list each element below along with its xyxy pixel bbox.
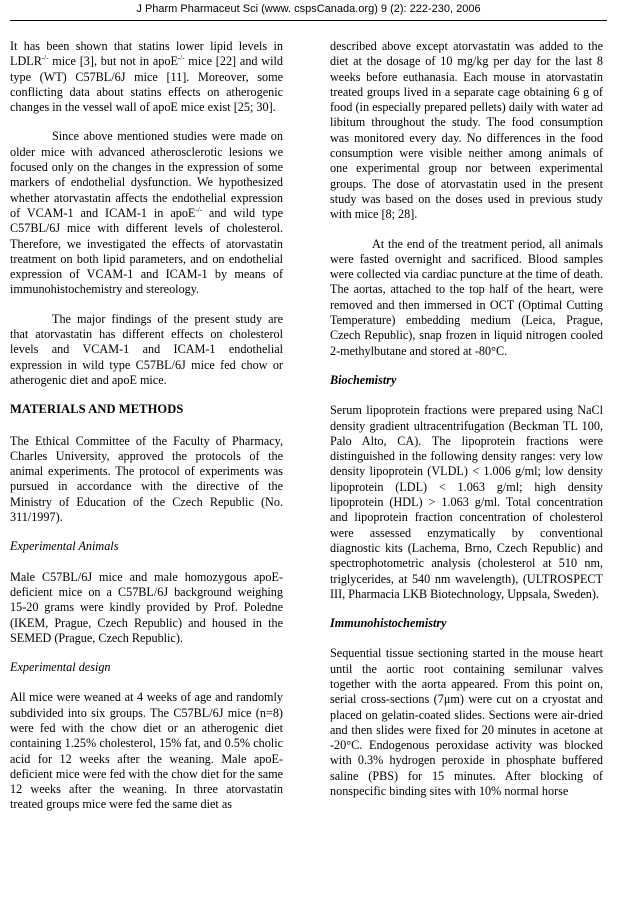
subsection-heading-design: Experimental design [10,660,111,675]
paragraph-biochemistry: Serum lipoprotein fractions were prepared using NaCl density gradient ultracentrifugation (Beckman TL 100, Palo Alto, CA). The lipoprotein fractions were distinguished in the following density ranges: very low density lipoprotein (VLDL) < 1.006 g/ml; low density lipoprotein (LDL) < 1.063 g/ml; high density lipoprotein (HDL) > 1.063 g/ml. Total concentration and lipoprotein fraction concentration of cholesterol were assessed enzymatically by conventional diagnostic kits (Lachema, Brno, Czech Republic) and spectrophotometric analysis (cholesterol at 510 nm, triglycerides, at 540 nm wavelength), (ULTROSPECT III, Pharmacia LKB Biotechnology, Uppsala, Sweden). [330,403,603,601]
subsection-heading-biochemistry: Biochemistry [330,372,397,387]
paragraph-hypothesis: Since above mentioned studies were made on older mice with advanced atherosclerotic lesions we focused only on the changes in the expression of some markers of endothelial dysfunction. We hypothesized whether atorvastatin affects the endothelial expression of VCAM-1 and ICAM-1 in apoE-/- and wild type C57BL/6J mice with different levels of cholesterol. Therefore, we investigated the effects of atorvastatin treatment on both lipid parameters, and on endothelial expression of VCAM-1 and ICAM-1 by means of immunohistochemistry and stereology. [10,129,284,297]
header-rule [10,20,607,21]
right-column [330,39,603,799]
left-column [10,39,283,813]
section-heading-materials-methods: MATERIALS AND METHODS [10,402,184,417]
paragraph-ethics: The Ethical Committee of the Faculty of Pharmacy, Charles University, approved the protocols of the animal experiments. The protocol of experiments was pursued in accordance with the directive of the Ministry of Education of the Czech Republic (No. 311/1997). [10,433,283,525]
paragraph-sacrifice: At the end of the treatment period, all animals were fasted overnight and sacrificed. Blood samples were collected via cardiac puncture at the time of death. The aortas, attached to the top half of the heart, were removed and then immersed in OCT (Optimal Cutting Temperature) embedding medium (Leica, Prague, Czech Republic), snap frozen in liquid nitrogen cooled 2-methylbutane and stored at -80°C. [330,236,603,358]
paragraph-design: All mice were weaned at 4 weeks of age and randomly subdivided into six groups. The C57BL/6J mice (n=8) were fed with the chow diet or an atherogenic diet containing 1.25% cholesterol, 15% fat, and 0.5% cholic acid for 12 weeks after the weaning. Male apoE-deficient mice were fed with the chow diet for the same 12 weeks after the weaning. In three atorvastatin treated groups mice were fed the same diet as [10,690,283,812]
subsection-heading-animals: Experimental Animals [10,539,119,554]
paragraph-major-findings: The major findings of the present study are that atorvastatin has different effects on cholesterol levels and VCAM-1 and ICAM-1 endothelial expression in wild type C57BL/6J mice fed chow or atherogenic diet and apoE mice. [10,311,283,387]
paragraph-immunohistochemistry: Sequential tissue sectioning started in the mouse heart until the aortic root containing semilunar valves together with the aorta appeared. From this point on, serial cross-sections (7μm) were cut on a cryostat and placed on gelatin-coated slides. Sections were air-dried and then slides were fixed for 20 minutes in acetone at -20°C. Endogenous peroxidase activity was blocked with 0.3% hydrogen peroxide in phosphate buffered saline (PBS) for 15 minutes. After blocking of nonspecific binding sites with 10% normal horse [330,646,603,799]
paragraph-animals: Male C57BL/6J mice and male homozygous apoE-deficient mice on a C57BL/6J background weighing 15-20 grams were kindly provided by Prof. Poledne (IKEM, Prague, Czech Republic) and housed in the SEMED (Prague, Czech Republic). [10,569,283,645]
subsection-heading-immunohistochemistry: Immunohistochemistry [330,616,447,631]
running-header: J Pharm Pharmaceut Sci (www. cspsCanada.org) 9 (2): 222-230, 2006 [136,3,481,15]
paragraph-statins-lipids: It has been shown that statins lower lipid levels in LDLR-/- mice [3], but not in apoE-/- mice [22] and wild type (WT) C57BL/6J mice [11]. Moreover, some conflicting data about statins effects on atherogenic changes in the vessel wall of apoE mice exist [25; 30]. [10,39,283,115]
paragraph-atorvastatin-diet: described above except atorvastatin was added to the diet at the dosage of 10 mg/kg per day for the last 8 weeks before euthanasia. Each mouse in atorvastatin treated groups lived in a separate cage obtaining 6 g of food (in especially prepared pellets) daily with water ad libitum throughout the study. The food consumption was monitored every day. No differences in the food consumption were visible neither among animals of one experimental group nor between experimental groups. The dose of atorvastatin used in the present study was based on the doses used in previous study with mice [8; 28]. [330,39,603,222]
